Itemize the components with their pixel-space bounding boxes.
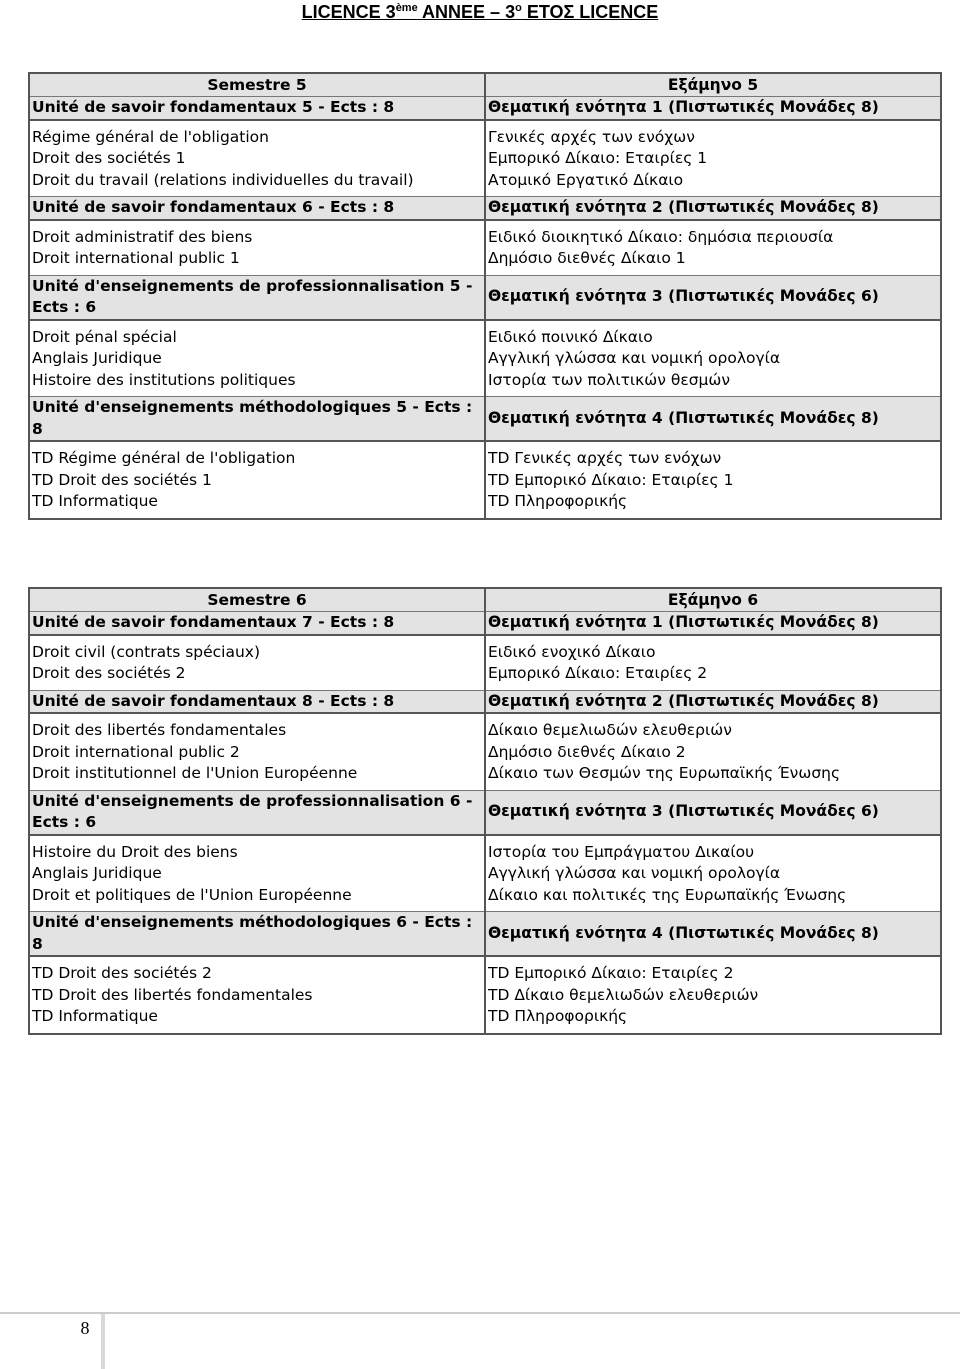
course-item-fr: TD Régime général de l'obligation [32, 449, 296, 467]
unit-header-row [29, 790, 941, 835]
course-list-row [29, 320, 941, 397]
course-list-row [29, 635, 941, 691]
course-item-fr: TD Droit des sociétés 1 [32, 470, 212, 489]
page-title [0, 2, 960, 23]
course-list-gr [485, 441, 941, 519]
course-item-fr: Droit civil (contrats spéciaux) [32, 642, 261, 661]
course-list-fr [29, 713, 485, 790]
course-list-fr [29, 635, 485, 691]
course-item-fr: TD Droit des sociétés 2 [32, 964, 212, 982]
unit-title-fr: Unité d'enseignements méthodologiques 6 - Ects : 8 [29, 912, 485, 957]
course-item-fr: Droit pénal spécial [32, 327, 177, 346]
course-list-gr [485, 120, 941, 197]
course-list-gr [485, 956, 941, 1034]
title-text: ANNEE – 3 [417, 2, 516, 22]
course-list-fr [29, 441, 485, 519]
course-list-fr [29, 956, 485, 1034]
course-list-fr [29, 320, 485, 397]
course-item-fr: Droit international public 1 [32, 249, 240, 267]
semester-header-fr: Semestre 5 [29, 73, 485, 97]
course-item-gr: Ιστορία των πολιτικών θεσμών [488, 370, 731, 389]
unit-title-gr: Θεματική ενότητα 3 (Πιστωτικές Μονάδες 6) [485, 790, 941, 835]
course-item-gr: Ιστορία του Εμπράγματου Δικαίου [488, 842, 755, 861]
course-item-fr: Droit et politiques de l'Union Européenne [32, 885, 352, 904]
course-item-fr: Droit des libertés fondamentales [32, 721, 287, 739]
semester-header-row [29, 588, 941, 612]
title-superscript: ème [395, 2, 418, 14]
course-item-fr: Histoire des institutions politiques [32, 370, 296, 389]
course-item-fr: Anglais Juridique [32, 864, 162, 882]
unit-title-gr: Θεματική ενότητα 4 (Πιστωτικές Μονάδες 8) [485, 912, 941, 957]
page-number: 8 [80, 1318, 90, 1338]
course-item-gr: TD Πληροφορικής [488, 492, 628, 510]
course-item-gr: TD Εμπορικό Δίκαιο: Εταιρίες 1 [488, 470, 734, 489]
semester-6-table [28, 587, 942, 1035]
semester-header-row [29, 73, 941, 97]
semester-header-gr: Εξάμηνο 6 [485, 588, 941, 612]
course-list-fr [29, 835, 485, 912]
semester-header-gr: Εξάμηνο 5 [485, 73, 941, 97]
unit-title-gr: Θεματική ενότητα 2 (Πιστωτικές Μονάδες 8) [485, 690, 941, 713]
course-item-gr: Ειδικό διοικητικό Δίκαιο: δημόσια περιουσία [488, 227, 834, 246]
title-text: LICENCE 3 [301, 2, 396, 22]
course-list-fr [29, 220, 485, 276]
course-item-gr: Γενικές αρχές των ενόχων [488, 127, 695, 146]
course-list-row [29, 956, 941, 1034]
course-item-fr: Droit des sociétés 2 [32, 664, 186, 682]
unit-title-gr: Θεματική ενότητα 3 (Πιστωτικές Μονάδες 6) [485, 275, 941, 320]
course-item-fr: Droit institutionnel de l'Union Européenne [32, 764, 358, 782]
course-list-row [29, 441, 941, 519]
unit-header-row [29, 690, 941, 713]
footer-divider [0, 1312, 960, 1314]
course-item-gr: Ειδικό ποινικό Δίκαιο [488, 327, 653, 346]
unit-header-row [29, 912, 941, 957]
course-item-fr: TD Informatique [32, 1007, 158, 1025]
course-item-fr: Régime général de l'obligation [32, 127, 269, 146]
course-item-gr: Δημόσιο διεθνές Δίκαιο 1 [488, 249, 686, 267]
unit-title-fr: Unité d'enseignements de professionnalisation 5 - Ects : 6 [29, 275, 485, 320]
course-list-row [29, 220, 941, 276]
course-item-fr: Droit du travail (relations individuelles du travail) [32, 170, 414, 189]
course-item-gr: Δημόσιο διεθνές Δίκαιο 2 [488, 742, 686, 761]
course-item-gr: TD Δίκαιο θεμελιωδών ελευθεριών [488, 985, 759, 1004]
unit-header-row [29, 275, 941, 320]
course-item-gr: TD Εμπορικό Δίκαιο: Εταιρίες 2 [488, 964, 734, 982]
unit-title-gr: Θεματική ενότητα 2 (Πιστωτικές Μονάδες 8) [485, 197, 941, 220]
semester-5-table [28, 72, 942, 520]
course-item-gr: Εμπορικό Δίκαιο: Εταιρίες 2 [488, 664, 708, 682]
course-list-gr [485, 320, 941, 397]
unit-header-row [29, 612, 941, 635]
unit-header-row [29, 197, 941, 220]
course-item-fr: TD Droit des libertés fondamentales [32, 985, 313, 1004]
unit-title-fr: Unité de savoir fondamentaux 6 - Ects : 8 [29, 197, 485, 220]
course-item-fr: Droit des sociétés 1 [32, 149, 186, 167]
course-item-gr: Ειδικό ενοχικό Δίκαιο [488, 642, 656, 661]
unit-title-fr: Unité de savoir fondamentaux 7 - Ects : 8 [29, 612, 485, 635]
course-list-row [29, 120, 941, 197]
unit-title-fr: Unité de savoir fondamentaux 5 - Ects : 8 [29, 97, 485, 120]
course-item-gr: Ατομικό Εργατικό Δίκαιο [488, 170, 684, 189]
course-list-gr [485, 220, 941, 276]
course-item-gr: Αγγλική γλώσσα και νομική ορολογία [488, 349, 781, 367]
course-item-gr: Δίκαιο θεμελιωδών ελευθεριών [488, 721, 732, 739]
course-list-gr [485, 835, 941, 912]
course-list-gr [485, 713, 941, 790]
course-list-gr [485, 635, 941, 691]
course-item-gr: TD Πληροφορικής [488, 1007, 628, 1025]
course-item-gr: Δίκαιο των Θεσμών της Ευρωπαϊκής Ένωσης [488, 764, 841, 782]
course-list-row [29, 835, 941, 912]
footer-vertical-rule [101, 1314, 105, 1369]
unit-title-fr: Unité d'enseignements méthodologiques 5 - Ects : 8 [29, 397, 485, 442]
course-item-gr: TD Γενικές αρχές των ενόχων [488, 449, 722, 467]
course-item-fr: Droit international public 2 [32, 742, 240, 761]
course-item-fr: Histoire du Droit des biens [32, 842, 238, 861]
course-list-fr [29, 120, 485, 197]
unit-title-fr: Unité de savoir fondamentaux 8 - Ects : 8 [29, 690, 485, 713]
unit-title-gr: Θεματική ενότητα 1 (Πιστωτικές Μονάδες 8) [485, 612, 941, 635]
unit-title-fr: Unité d'enseignements de professionnalisation 6 - Ects : 6 [29, 790, 485, 835]
unit-header-row [29, 397, 941, 442]
course-item-fr: Anglais Juridique [32, 349, 162, 367]
course-item-gr: Εμπορικό Δίκαιο: Εταιρίες 1 [488, 149, 708, 167]
unit-title-gr: Θεματική ενότητα 4 (Πιστωτικές Μονάδες 8) [485, 397, 941, 442]
unit-header-row [29, 97, 941, 120]
semester-header-fr: Semestre 6 [29, 588, 485, 612]
course-item-fr: TD Informatique [32, 492, 158, 510]
course-item-gr: Αγγλική γλώσσα και νομική ορολογία [488, 864, 781, 882]
course-list-row [29, 713, 941, 790]
course-item-gr: Δίκαιο και πολιτικές της Ευρωπαϊκής Ένωσης [488, 885, 847, 904]
course-item-fr: Droit administratif des biens [32, 227, 253, 246]
title-text: ΕΤΟΣ LICENCE [521, 2, 659, 22]
unit-title-gr: Θεματική ενότητα 1 (Πιστωτικές Μονάδες 8) [485, 97, 941, 120]
title-superscript: o [515, 2, 522, 14]
